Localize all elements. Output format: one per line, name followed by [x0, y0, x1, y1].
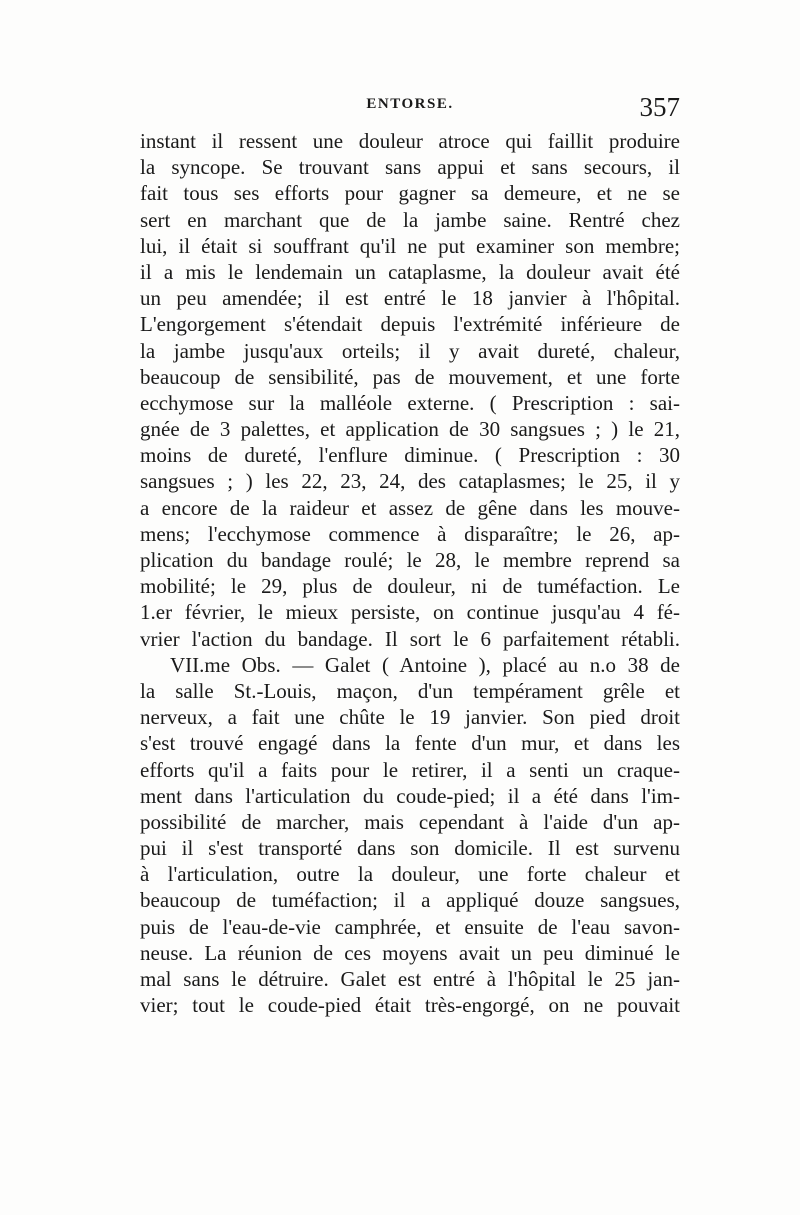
- text-line: possibilité de marcher, mais cependant à l'aide d'un ap-: [140, 809, 680, 834]
- text-line: a encore de la raideur et assez de gêne dans les mouve-: [140, 495, 680, 520]
- text-line: mobilité; le 29, plus de douleur, ni de tuméfaction. Le: [140, 574, 680, 599]
- text-line: s'est trouvé engagé dans la fente d'un mur, et dans les: [140, 731, 680, 756]
- page-number: 357: [639, 92, 680, 122]
- text-line: lui, il était si souffrant qu'il ne put examiner son membre;: [140, 233, 680, 258]
- text-line: ment dans l'articulation du coude-pied; il a été dans l'im-: [140, 783, 680, 808]
- text-line: puis de l'eau-de-vie camphrée, et ensuite de l'eau savon-: [140, 914, 680, 939]
- text-line: ecchymose sur la malléole externe. ( Prescription : sai-: [140, 390, 680, 415]
- text-line: sert en marchant que de la jambe saine. Rentré chez: [140, 207, 680, 232]
- text-line: beaucoup de sensibilité, pas de mouvement, et une forte: [140, 364, 680, 389]
- text-line: 1.er février, le mieux persiste, on continue jusqu'au 4 fé-: [140, 600, 680, 625]
- text-line: moins de dureté, l'enflure diminue. ( Prescription : 30: [140, 443, 680, 468]
- text-line: fait tous ses efforts pour gagner sa demeure, et ne se: [140, 181, 680, 206]
- text-line: pui il s'est transporté dans son domicile. Il est survenu: [140, 836, 680, 861]
- text-line: instant il ressent une douleur atroce qui faillit produire: [140, 129, 680, 153]
- text-line: la syncope. Se trouvant sans appui et sans secours, il: [140, 155, 680, 180]
- body-text: [140, 128, 680, 1018]
- text-line: gnée de 3 palettes, et application de 30 sangsues ; ) le 21,: [140, 417, 680, 442]
- text-line: mens; l'ecchymose commence à disparaître; le 26, ap-: [140, 521, 680, 546]
- text-line: nerveux, a fait une chûte le 19 janvier. Son pied droit: [140, 705, 680, 730]
- text-line: VII.me Obs. — Galet ( Antoine ), placé au n.o 38 de: [170, 652, 680, 677]
- text-line: vrier l'action du bandage. Il sort le 6 parfaitement rétabli.: [140, 626, 680, 651]
- text-line: beaucoup de tuméfaction; il a appliqué douze sangsues,: [140, 888, 680, 913]
- text-line: la jambe jusqu'aux orteils; il y avait dureté, chaleur,: [140, 338, 680, 363]
- text-line: plication du bandage roulé; le 28, le membre reprend sa: [140, 548, 680, 572]
- text-line: il a mis le lendemain un cataplasme, la douleur avait été: [140, 259, 680, 284]
- text-line: vier; tout le coude-pied était très-engorgé, on ne pouvait: [140, 993, 680, 1018]
- text-line: sangsues ; ) les 22, 23, 24, des cataplasmes; le 25, il y: [140, 469, 680, 494]
- text-line: la salle St.-Louis, maçon, d'un tempérament grêle et: [140, 678, 680, 703]
- running-head: [140, 92, 680, 128]
- text-line: L'engorgement s'étendait depuis l'extrémité inférieure de: [140, 312, 680, 337]
- running-title: ENTORSE.: [366, 96, 454, 112]
- text-line: neuse. La réunion de ces moyens avait un peu diminué le: [140, 940, 680, 965]
- text-line: à l'articulation, outre la douleur, une forte chaleur et: [140, 862, 680, 887]
- text-line: un peu amendée; il est entré le 18 janvier à l'hôpital.: [140, 286, 680, 311]
- text-line: efforts qu'il a faits pour le retirer, il a senti un craque-: [140, 757, 680, 782]
- text-line: mal sans le détruire. Galet est entré à l'hôpital le 25 jan-: [140, 967, 680, 991]
